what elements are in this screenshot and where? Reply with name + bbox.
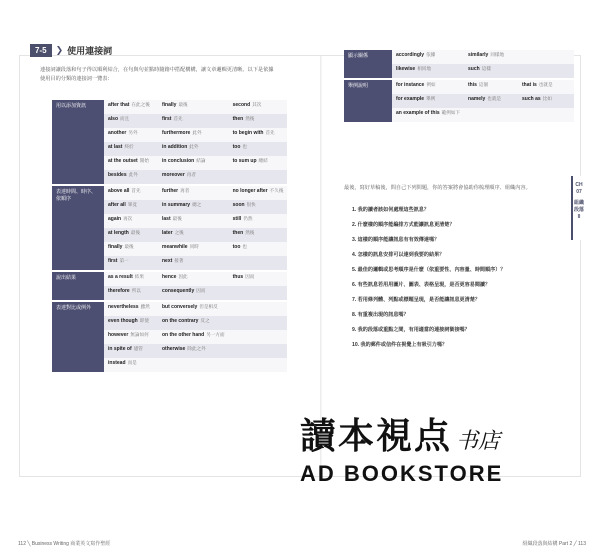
list-item: 4. 怎樣的訊息安排可以達到我要的結果？ — [352, 252, 445, 258]
conjunction-english: first — [162, 116, 172, 122]
category-cell: 舉例說明 — [344, 80, 392, 122]
conjunction-chinese: 依據 — [426, 52, 436, 57]
section-title: 使用連接詞 — [67, 46, 113, 56]
conjunction-english: otherwise — [162, 346, 186, 352]
conjunction-cell — [158, 100, 229, 114]
conjunction-english: but conversely — [162, 304, 198, 310]
conjunction-chinese: 結論 — [196, 158, 206, 163]
list-item: 5. 最佳的邏輯或思考順序是什麼（依重要性、內容量、時間順序）？ — [352, 267, 506, 273]
conjunction-chinese: 其次 — [252, 102, 262, 107]
conjunction-cell — [392, 94, 464, 108]
conjunction-cell — [229, 214, 288, 228]
conjunction-english: at last — [108, 144, 123, 150]
category-cell: 表達時間、時序、依順序 — [52, 186, 104, 270]
conjunction-cell — [158, 156, 229, 170]
conjunction-cell — [158, 114, 229, 128]
conjunction-english: above all — [108, 188, 130, 194]
conjunction-cell — [158, 170, 229, 184]
conjunction-cell — [104, 358, 158, 372]
conjunction-english: first — [108, 258, 118, 264]
conjunction-chinese: 另外 — [128, 130, 138, 135]
conjunction-cell — [104, 286, 158, 300]
list-item: 7. 若用條列體、列點或標題呈現，是否能讓訊息更清楚？ — [352, 297, 480, 303]
list-item: 8. 有重複出現的訊息嗎？ — [352, 312, 409, 318]
conjunction-english: at the outset — [108, 158, 138, 164]
conjunction-english: furthermore — [162, 130, 191, 136]
conjunction-english: in spite of — [108, 346, 132, 352]
group-spacer — [344, 122, 574, 124]
question-list — [352, 206, 562, 356]
conjunction-cell — [104, 330, 158, 344]
conjunction-english: after all — [108, 202, 126, 208]
conjunction-english: finally — [162, 102, 177, 108]
conjunction-chinese: 很快 — [246, 202, 256, 207]
conjunction-cell — [158, 344, 229, 358]
conjunction-english: this — [468, 82, 477, 88]
conjunction-cell — [104, 316, 158, 330]
conjunction-cell — [158, 330, 229, 344]
conjunction-chinese: 再者 — [180, 188, 190, 193]
conjunction-cell — [518, 94, 574, 108]
conjunction-cell — [392, 80, 464, 94]
conjunction-table-right — [344, 50, 574, 124]
conjunction-english: in summary — [162, 202, 191, 208]
conjunction-cell — [158, 358, 229, 372]
conjunction-chinese: 總結 — [258, 158, 268, 163]
list-item: 9. 我的段落或重點之間，有用適當的連接詞銜接嗎？ — [352, 327, 470, 333]
conjunction-english: no longer after — [232, 188, 268, 194]
category-cell: 用以添加資訊 — [52, 100, 104, 184]
conjunction-chinese: 這個 — [478, 82, 489, 87]
table-row — [52, 272, 287, 286]
conjunction-cell — [464, 94, 518, 108]
conjunction-cell — [518, 64, 574, 78]
conjunction-cell — [464, 50, 518, 64]
conjunction-cell — [392, 108, 464, 122]
conjunction-cell — [229, 142, 288, 156]
conjunction-cell — [104, 200, 158, 214]
conjunction-chinese: 之後 — [174, 230, 184, 235]
conjunction-chinese: 另一方面 — [206, 332, 225, 337]
conjunction-cell — [518, 108, 574, 122]
conjunction-chinese: 首先 — [131, 188, 141, 193]
conjunction-cell — [104, 100, 158, 114]
group-spacer — [52, 372, 287, 374]
watermark-chinese: 讀本視点 — [300, 415, 453, 457]
conjunction-chinese: 此外 — [189, 144, 199, 149]
conjunction-cell — [104, 142, 158, 156]
conjunction-english: namely — [468, 96, 486, 102]
conjunction-english: to sum up — [232, 158, 257, 164]
conjunction-cell — [104, 170, 158, 184]
conjunction-chinese: 因而 — [245, 274, 255, 279]
intro-paragraph: 連接詞讓段落和句子得以順利結合，在句與句並點時隨籍中搭配構構，讓文章邏輯更清晰。以下是依據使用目的分類的連接詞一覽表： — [40, 67, 274, 82]
conjunction-english: consequently — [162, 288, 195, 294]
conjunction-chinese: 除此之外 — [187, 346, 206, 351]
conjunction-cell — [229, 242, 288, 256]
conjunction-english: after that — [108, 102, 130, 108]
list-item: 1. 我的讀者該如何處理這些訊息？ — [352, 207, 429, 213]
conjunction-chinese: 畢竟 — [127, 202, 137, 207]
conjunction-chinese: 最後 — [178, 102, 188, 107]
conjunction-cell — [158, 200, 229, 214]
conjunction-english: last — [162, 216, 171, 222]
conjunction-chinese: 這樣 — [481, 66, 491, 71]
conjunction-cell — [158, 316, 229, 330]
list-item: 3. 這樣的順序能讓訊息有有效傳達嗎？ — [352, 237, 440, 243]
conjunction-chinese: 仍然 — [243, 216, 253, 221]
conjunction-cell — [229, 344, 288, 358]
conjunction-chinese: 再者 — [186, 172, 196, 177]
conjunction-english: besides — [108, 172, 127, 178]
conjunction-cell — [229, 330, 288, 344]
conjunction-chinese: 再次 — [123, 216, 133, 221]
conjunction-english: finally — [108, 244, 123, 250]
conjunction-cell — [104, 156, 158, 170]
conjunction-english: in conclusion — [162, 158, 195, 164]
conjunction-chinese: 首先 — [173, 116, 183, 121]
conjunction-cell — [229, 170, 288, 184]
chapter-number: CH 07 — [575, 182, 583, 195]
conjunction-cell — [104, 128, 158, 142]
conjunction-english: however — [108, 332, 129, 338]
conjunction-english: hence — [162, 274, 177, 280]
conjunction-english: to begin with — [232, 130, 264, 136]
conjunction-cell — [229, 114, 288, 128]
conjunction-english: another — [108, 130, 127, 136]
conjunction-english: again — [108, 216, 122, 222]
conjunction-english: then — [232, 230, 244, 236]
conjunction-cell — [392, 50, 464, 64]
conjunction-chinese: 雖然 — [140, 304, 150, 309]
conjunction-cell — [229, 316, 288, 330]
conjunction-cell — [158, 228, 229, 242]
chapter-title: 組織段落 II — [573, 200, 584, 220]
conjunction-english: likewise — [396, 66, 416, 72]
conjunction-cell — [158, 214, 229, 228]
table-row — [52, 186, 287, 200]
conjunction-chinese: 也 — [242, 244, 248, 249]
conjunction-cell — [104, 214, 158, 228]
conjunction-chinese: 第一 — [119, 258, 129, 263]
category-cell: 表達對比或例外 — [52, 302, 104, 372]
conjunction-english: thus — [232, 274, 244, 280]
conjunction-chinese: 最後 — [124, 244, 134, 249]
watermark-english: AD BOOKSTORE — [300, 461, 504, 486]
conjunction-chinese: 同樣地 — [490, 52, 505, 57]
conjunction-cell — [229, 256, 288, 270]
conjunction-chinese: 在此之後 — [131, 102, 150, 107]
conjunction-cell — [158, 128, 229, 142]
conjunction-chinese: 但是相反 — [199, 304, 218, 309]
conjunction-english: for instance — [396, 82, 425, 88]
conjunction-chinese: 開始 — [139, 158, 149, 163]
conjunction-english: such as — [522, 96, 541, 102]
list-item: 10. 我的郵件或信件在視覺上有吸引力嗎？ — [352, 342, 448, 348]
conjunction-cell — [518, 50, 574, 64]
conjunction-cell — [158, 256, 229, 270]
conjunction-chinese: 相同地 — [417, 66, 431, 71]
conjunction-english: too — [232, 144, 241, 150]
conjunction-cell — [464, 64, 518, 78]
conjunction-chinese: 同時 — [189, 244, 199, 249]
conjunction-english: further — [162, 188, 179, 194]
category-cell: 說出結果 — [52, 272, 104, 300]
conjunction-cell — [464, 80, 518, 94]
conjunction-cell — [104, 114, 158, 128]
conjunction-english: too — [232, 244, 241, 250]
conjunction-chinese: 即使 — [139, 318, 149, 323]
conjunction-english: soon — [232, 202, 245, 208]
conjunction-cell — [158, 272, 229, 286]
right-paragraph: 最後，寫好草稿後，問自己下列問題，你的答案將會協助你梳理順序、組織內容。 — [344, 185, 531, 191]
conjunction-chinese: 也 — [242, 144, 248, 149]
conjunction-english: even though — [108, 318, 138, 324]
conjunction-chinese: 也就是 — [538, 82, 553, 87]
conjunction-chinese: 最後 — [130, 230, 141, 235]
conjunction-cell — [104, 302, 158, 316]
conjunction-english: on the contrary — [162, 318, 199, 324]
conjunction-chinese: 首先 — [265, 130, 275, 135]
footer-right: 組織段落與結構 Part 2 ╱ 113 — [522, 541, 586, 547]
conjunction-cell — [158, 186, 229, 200]
table-row — [52, 100, 287, 114]
category-cell: 顯示關係 — [344, 50, 392, 78]
conjunction-chinese: 範例如下 — [441, 110, 461, 115]
conjunction-chinese: 所以 — [131, 288, 141, 293]
footer-left: 112 ╲ Business Writing 商業英文寫作聖經 — [18, 541, 111, 547]
conjunction-cell — [158, 286, 229, 300]
conjunction-cell — [104, 344, 158, 358]
conjunction-chinese: 比如 — [542, 96, 552, 101]
conjunction-english: similarly — [468, 52, 489, 58]
conjunction-chinese: 此外 — [128, 172, 138, 177]
conjunction-cell — [158, 302, 229, 316]
conjunction-english: in addition — [162, 144, 188, 150]
page-gutter — [320, 56, 322, 476]
conjunction-cell — [518, 80, 574, 94]
conjunction-english: accordingly — [396, 52, 425, 58]
conjunction-cell — [229, 186, 288, 200]
watermark-chinese-small: 书店 — [456, 429, 501, 454]
conjunction-chinese: 結果 — [134, 274, 144, 279]
conjunction-chinese: 終於 — [124, 144, 134, 149]
conjunction-cell — [104, 242, 158, 256]
conjunction-cell — [104, 186, 158, 200]
conjunction-english: at length — [108, 230, 129, 236]
conjunction-cell — [104, 272, 158, 286]
conjunction-english: nevertheless — [108, 304, 139, 310]
conjunction-chinese: 儘管 — [133, 346, 143, 351]
table-row — [52, 302, 287, 316]
conjunction-chinese: 也就是 — [487, 96, 502, 101]
table-row — [344, 50, 574, 64]
conjunction-cell — [229, 286, 288, 300]
conjunction-chinese: 此外 — [192, 130, 202, 135]
conjunction-cell — [229, 228, 288, 242]
conjunction-chinese: 總之 — [192, 202, 202, 207]
conjunction-cell — [158, 142, 229, 156]
conjunction-cell — [158, 242, 229, 256]
conjunction-cell — [229, 272, 288, 286]
conjunction-english: meanwhile — [162, 244, 188, 250]
conjunction-cell — [104, 228, 158, 242]
conjunction-english: such — [468, 66, 480, 72]
conjunction-chinese: 不久後 — [269, 188, 284, 193]
conjunction-chinese: 反之 — [200, 318, 210, 323]
conjunction-table-left — [52, 100, 287, 374]
conjunction-cell — [229, 100, 288, 114]
conjunction-cell — [229, 302, 288, 316]
conjunction-cell — [104, 256, 158, 270]
conjunction-chinese: 然後 — [245, 116, 255, 121]
conjunction-english: an example of this — [396, 110, 440, 116]
chapter-side-tab — [571, 176, 585, 240]
conjunction-cell — [464, 108, 518, 122]
conjunction-english: moreover — [162, 172, 185, 178]
conjunction-english: that is — [522, 82, 537, 88]
list-item: 2. 什麼樣的順序能編排方式能讓訊息更清楚？ — [352, 222, 455, 228]
conjunction-english: also — [108, 116, 119, 122]
conjunction-cell — [392, 64, 464, 78]
conjunction-english: for example — [396, 96, 425, 102]
conjunction-english: still — [232, 216, 242, 222]
conjunction-english: later — [162, 230, 173, 236]
conjunction-cell — [229, 128, 288, 142]
conjunction-chinese: 因而 — [196, 288, 206, 293]
conjunction-chinese: 然後 — [245, 230, 255, 235]
conjunction-english: second — [232, 102, 251, 108]
section-heading — [30, 44, 112, 57]
conjunction-chinese: 舉例 — [426, 96, 436, 101]
conjunction-english: then — [232, 116, 244, 122]
conjunction-cell — [229, 200, 288, 214]
conjunction-english: instead — [108, 360, 126, 366]
conjunction-chinese: 因此 — [178, 274, 188, 279]
chevron-right-icon: ❯ — [55, 45, 64, 55]
conjunction-chinese: 例如 — [426, 82, 436, 87]
conjunction-english: therefore — [108, 288, 130, 294]
conjunction-chinese: 而是 — [127, 360, 137, 365]
conjunction-english: on the other hand — [162, 332, 205, 338]
table-row — [344, 80, 574, 94]
conjunction-chinese: 而且 — [120, 116, 130, 121]
conjunction-chinese: 最後 — [172, 216, 182, 221]
section-number: 7-5 — [30, 44, 52, 57]
conjunction-chinese: 無論如何 — [130, 332, 149, 337]
conjunction-english: as a result — [108, 274, 133, 280]
conjunction-english: next — [162, 258, 173, 264]
list-item: 6. 有些訊息若用用圖片、圖表、表格呈現，是否更容易閱讀？ — [352, 282, 491, 288]
conjunction-cell — [229, 156, 288, 170]
conjunction-cell — [229, 358, 288, 372]
conjunction-chinese: 接著 — [174, 258, 184, 263]
